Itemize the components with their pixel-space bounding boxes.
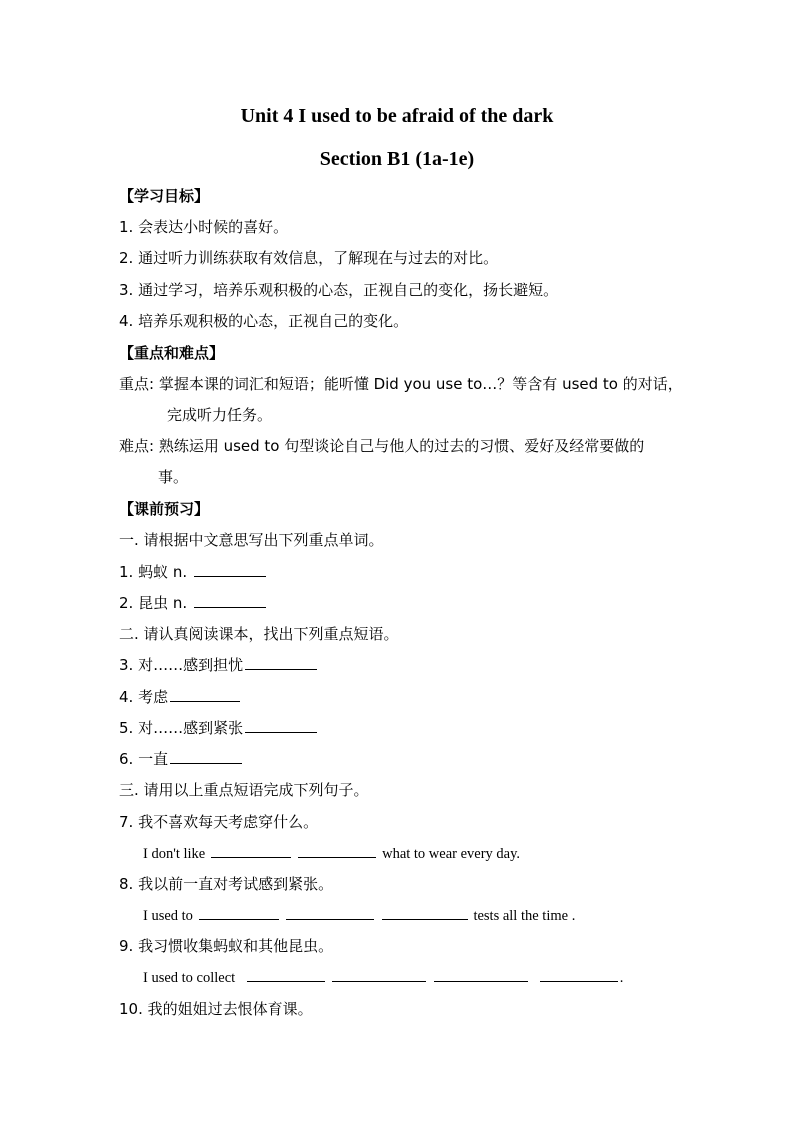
part-three-instruction: 三. 请用以上重点短语完成下列句子。 xyxy=(119,781,369,799)
difficulty-continuation: 事。 xyxy=(158,468,189,486)
question-8-sentence xyxy=(143,905,575,925)
goals-heading: 【学习目标】 xyxy=(119,187,210,205)
question-4-text: 4. 考虑 xyxy=(119,688,169,706)
goal-item: 1. 会表达小时候的喜好。 xyxy=(119,218,289,236)
key-point-continuation: 完成听力任务。 xyxy=(167,406,273,424)
answer-blank-6[interactable] xyxy=(170,749,242,764)
question-8-suffix: tests all the time . xyxy=(473,908,576,924)
question-2-text: 2. 昆虫 n. xyxy=(119,594,188,612)
question-6-text: 6. 一直 xyxy=(119,750,169,768)
question-5-text: 5. 对……感到紧张 xyxy=(119,719,244,737)
answer-blank-1[interactable] xyxy=(194,562,266,577)
difficulty-line: 难点: 熟练运用 used to 句型谈论自己与他人的过去的习惯、爱好及经常要做的 xyxy=(119,437,645,455)
answer-blank-9c[interactable] xyxy=(434,967,528,982)
answer-blank-5[interactable] xyxy=(245,718,317,733)
question-9-sentence xyxy=(143,967,623,987)
question-6 xyxy=(119,748,244,769)
page-title: Unit 4 I used to be afraid of the dark xyxy=(240,105,554,127)
answer-blank-7a[interactable] xyxy=(211,843,291,858)
question-8: 8. 我以前一直对考试感到紧张。 xyxy=(119,875,334,893)
question-9-prefix: I used to collect xyxy=(143,970,236,986)
question-5 xyxy=(119,717,319,738)
question-3 xyxy=(119,654,319,675)
question-7-prefix: I don't like xyxy=(143,846,206,862)
goal-item: 2. 通过听力训练获取有效信息，了解现在与过去的对比。 xyxy=(119,249,499,267)
answer-blank-3[interactable] xyxy=(245,655,317,670)
goal-item: 3. 通过学习，培养乐观积极的心态，正视自己的变化，扬长避短。 xyxy=(119,281,559,299)
preview-heading: 【课前预习】 xyxy=(119,500,210,518)
key-difficulty-heading: 【重点和难点】 xyxy=(119,344,225,362)
question-7-suffix: what to wear every day. xyxy=(382,846,521,862)
question-9-suffix: . xyxy=(619,970,624,986)
answer-blank-8c[interactable] xyxy=(382,905,468,920)
question-7-sentence xyxy=(143,843,520,863)
answer-blank-8b[interactable] xyxy=(286,905,374,920)
goal-item: 4. 培养乐观积极的心态，正视自己的变化。 xyxy=(119,312,409,330)
answer-blank-4[interactable] xyxy=(170,687,240,702)
answer-blank-9d[interactable] xyxy=(540,967,618,982)
question-1 xyxy=(119,561,268,582)
part-two-instruction: 二. 请认真阅读课本，找出下列重点短语。 xyxy=(119,625,399,643)
answer-blank-9b[interactable] xyxy=(332,967,426,982)
question-10: 10. 我的姐姐过去恨体育课。 xyxy=(119,1000,313,1018)
question-1-text: 1. 蚂蚁 n. xyxy=(119,563,188,581)
answer-blank-9a[interactable] xyxy=(247,967,325,982)
section-subtitle: Section B1 (1a-1e) xyxy=(319,148,475,170)
question-9: 9. 我习惯收集蚂蚁和其他昆虫。 xyxy=(119,937,334,955)
answer-blank-2[interactable] xyxy=(194,593,266,608)
question-7: 7. 我不喜欢每天考虑穿什么。 xyxy=(119,813,319,831)
key-point-line: 重点: 掌握本课的词汇和短语；能听懂 Did you use to…？等含有 used to 的对话， xyxy=(119,375,683,393)
question-4 xyxy=(119,686,242,707)
question-2 xyxy=(119,592,268,613)
answer-blank-8a[interactable] xyxy=(199,905,279,920)
answer-blank-7b[interactable] xyxy=(298,843,376,858)
part-one-instruction: 一. 请根据中文意思写出下列重点单词。 xyxy=(119,531,384,549)
question-8-prefix: I used to xyxy=(143,908,193,924)
question-3-text: 3. 对……感到担忧 xyxy=(119,656,244,674)
